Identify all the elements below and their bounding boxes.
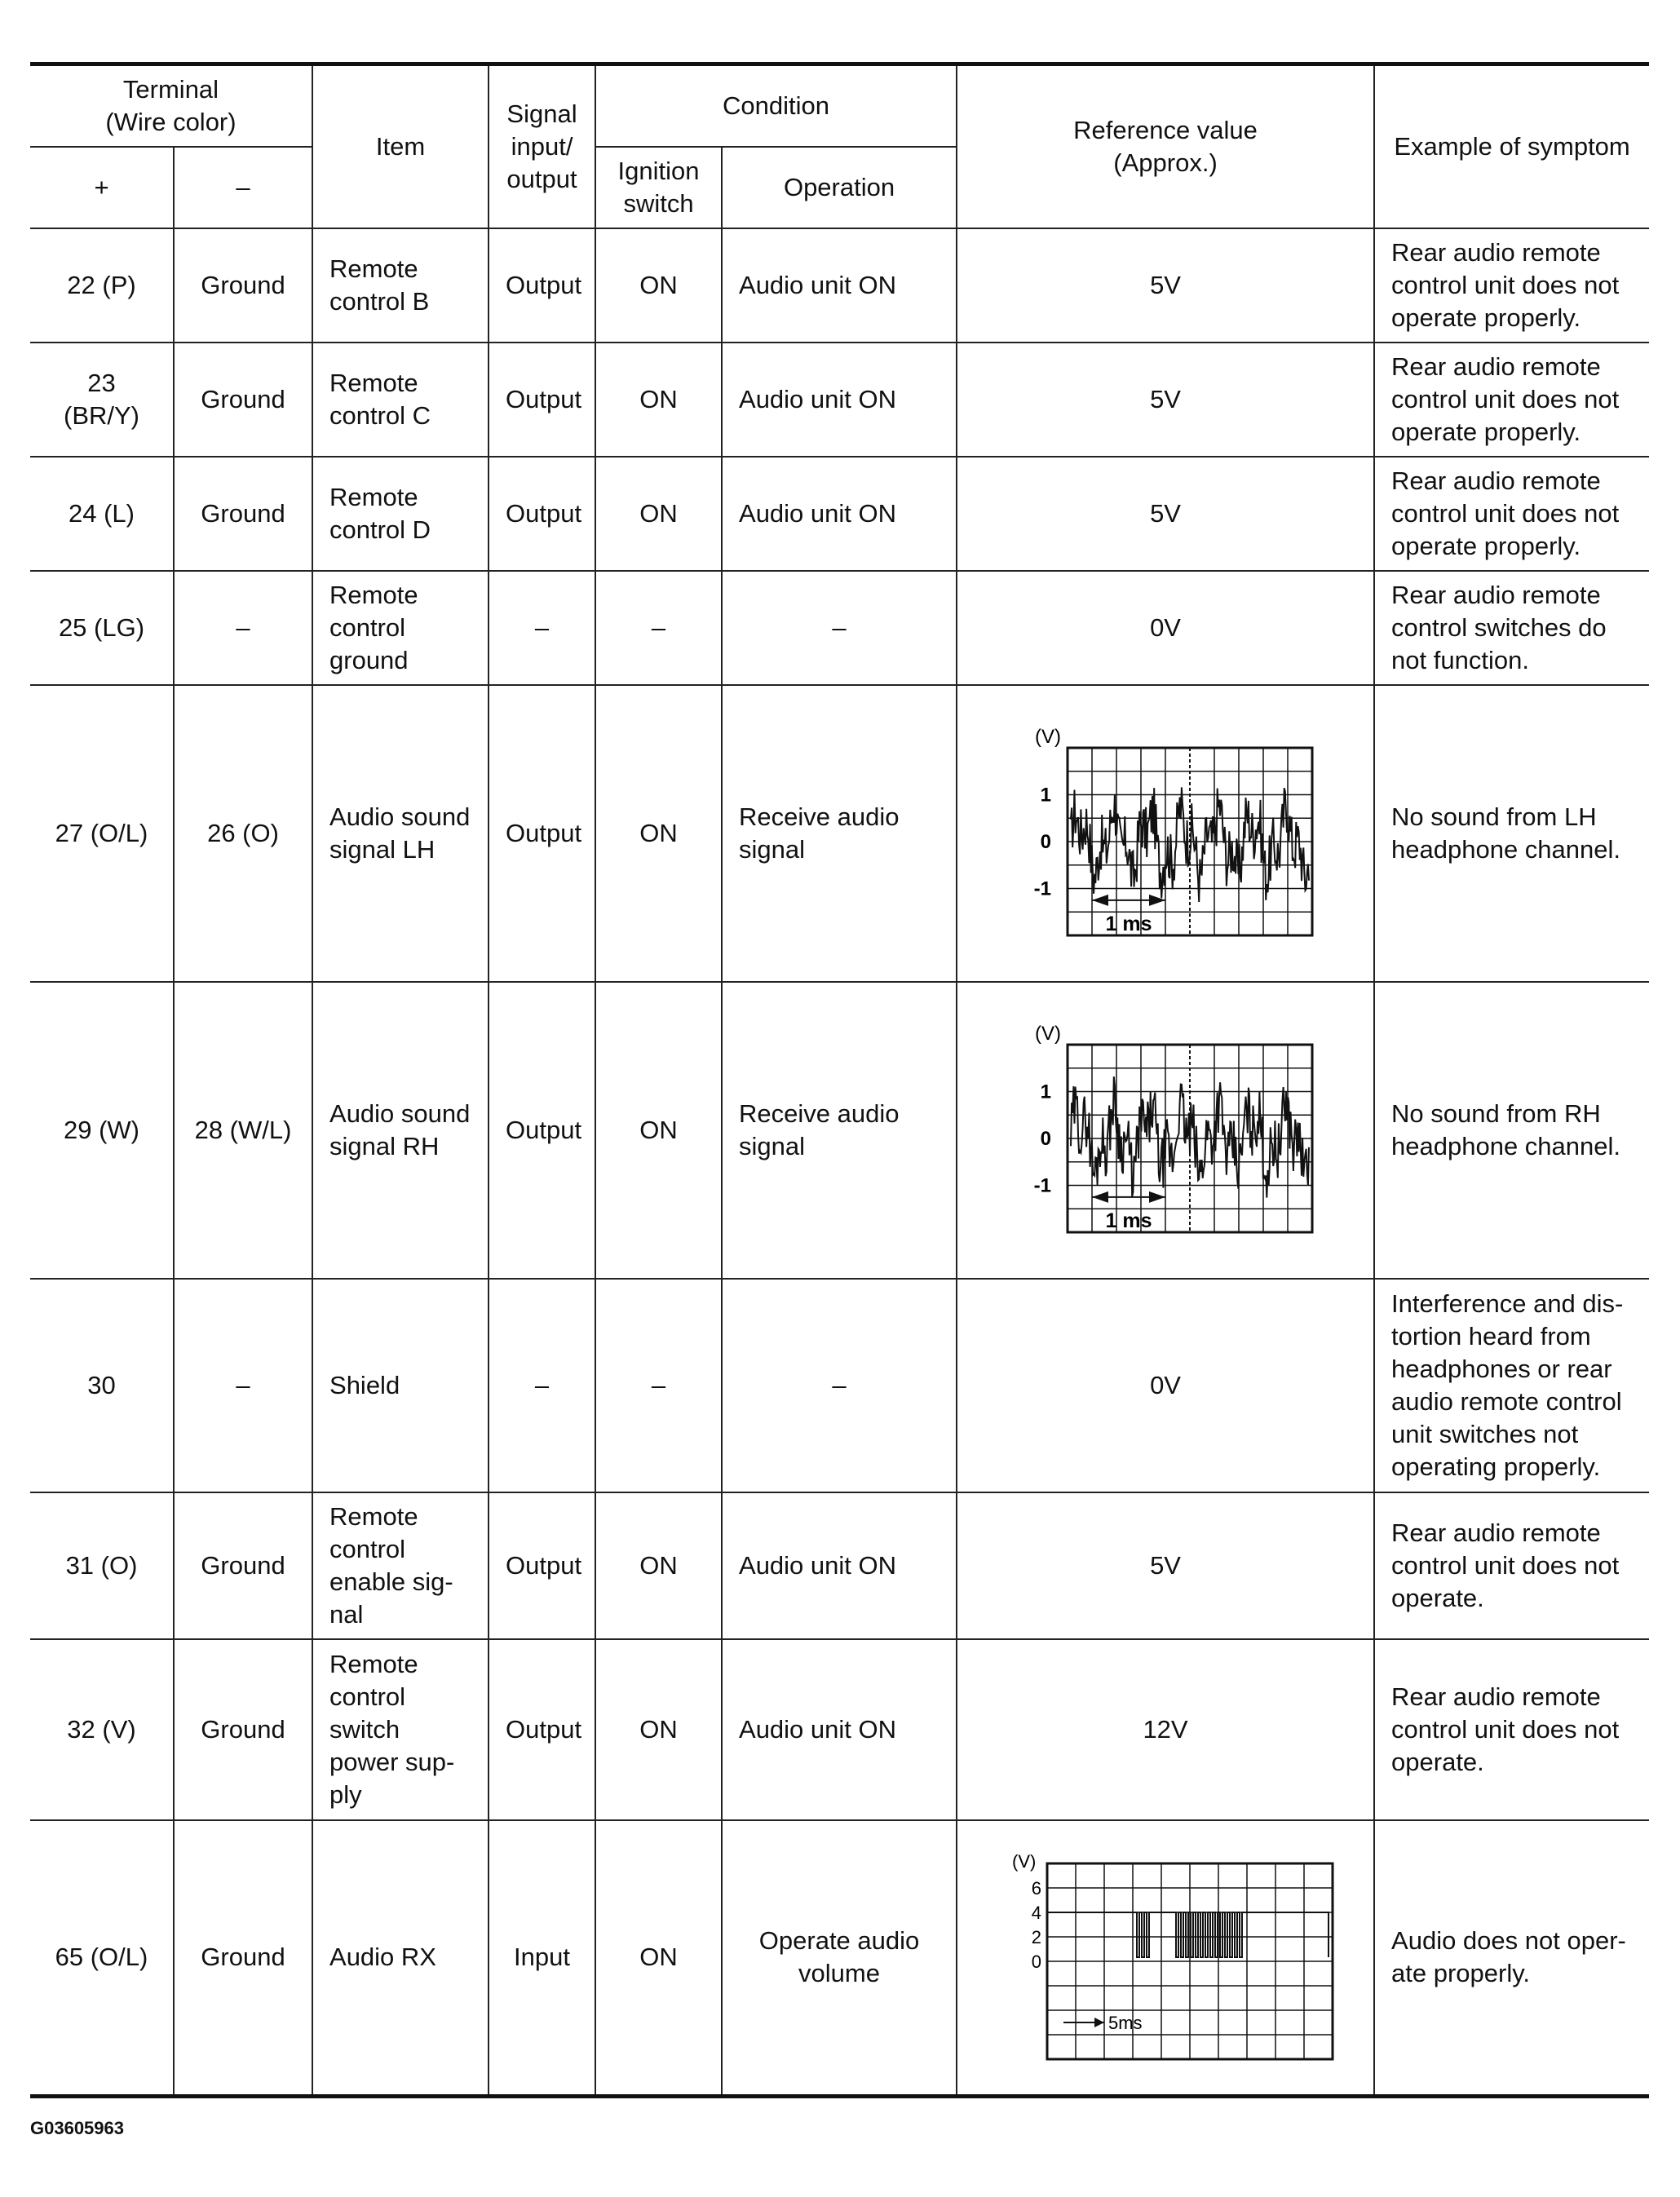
- cell-text: 5V: [1150, 499, 1181, 528]
- cell-item: [312, 457, 489, 571]
- cell-text: Ground: [201, 499, 285, 528]
- table-row: [30, 685, 1649, 982]
- cell-text: 5V: [1150, 271, 1181, 299]
- cell-text: Ground: [201, 1551, 285, 1580]
- table-row: [30, 457, 1649, 571]
- cell-text: Interference and dis- tortion heard from headphones or rear audio remote control unit switches not operating properly.: [1391, 1289, 1624, 1481]
- unit-label: (V): [1035, 726, 1062, 748]
- cell-text: Remote control C: [329, 369, 431, 430]
- cell-text: Rear audio remote control unit does not operate.: [1391, 1682, 1620, 1776]
- cell-symptom: [1374, 1492, 1649, 1639]
- cell-text: Audio unit ON: [739, 1551, 897, 1580]
- cell-text: Output: [506, 499, 582, 528]
- timebase-arrowhead: [1149, 1191, 1165, 1203]
- table-row: [30, 1492, 1649, 1639]
- cell-minus: [174, 571, 312, 685]
- cell-ignition: [595, 571, 722, 685]
- cell-item: [312, 1492, 489, 1639]
- table-body: [30, 228, 1649, 2096]
- cell-plus: [30, 1820, 174, 2096]
- cell-plus: [30, 343, 174, 457]
- cell-text: Output: [506, 1551, 582, 1580]
- cell-reference: [957, 1279, 1374, 1492]
- cell-text: Receive audio signal: [739, 802, 900, 864]
- cell-item: [312, 685, 489, 982]
- cell-text: 12V: [1143, 1715, 1188, 1744]
- cell-text: 0V: [1150, 1371, 1181, 1399]
- cell-reference: [957, 571, 1374, 685]
- y-tick-label: 2: [1031, 1927, 1042, 1948]
- signal-trace: [1071, 1076, 1309, 1198]
- cell-text: ON: [639, 1715, 678, 1744]
- cell-minus: [174, 685, 312, 982]
- signal-trace: [1071, 787, 1309, 902]
- cell-text: Remote control enable sig- nal: [329, 1502, 453, 1629]
- cell-text: Audio sound signal RH: [329, 1099, 471, 1160]
- cell-ignition: [595, 685, 722, 982]
- cell-text: 25 (LG): [58, 613, 145, 642]
- cell-operation: [722, 1820, 957, 2096]
- cell-symptom: [1374, 343, 1649, 457]
- cell-reference: [957, 982, 1374, 1279]
- timebase-arrowhead: [1092, 895, 1108, 906]
- cell-text: –: [832, 1371, 847, 1399]
- cell-text: ON: [639, 1943, 678, 1972]
- cell-signal: [489, 228, 595, 343]
- y-tick-label: -1: [1033, 1174, 1052, 1197]
- y-tick-label: -1: [1033, 877, 1052, 900]
- cell-signal: [489, 1820, 595, 2096]
- terminal-spec-table: [30, 62, 1649, 2098]
- cell-text: Output: [506, 1715, 582, 1744]
- cell-reference: [957, 1492, 1374, 1639]
- table-row: [30, 228, 1649, 343]
- cell-text: Ground: [201, 1943, 285, 1972]
- y-tick-label: 4: [1031, 1903, 1042, 1924]
- rx-waveform-graph: [994, 1851, 1337, 2063]
- cell-text: Rear audio remote control unit does not operate properly.: [1391, 238, 1620, 332]
- cell-text: 24 (L): [69, 499, 135, 528]
- cell-item: [312, 1639, 489, 1820]
- cell-signal: [489, 343, 595, 457]
- cell-plus: [30, 1639, 174, 1820]
- timebase-arrowhead: [1094, 2018, 1104, 2027]
- cell-symptom: [1374, 1639, 1649, 1820]
- cell-signal: [489, 685, 595, 982]
- cell-text: Rear audio remote control unit does not operate properly.: [1391, 466, 1620, 560]
- cell-text: –: [651, 1371, 666, 1399]
- cell-ignition: [595, 1279, 722, 1492]
- cell-text: 0V: [1150, 613, 1181, 642]
- cell-item: [312, 343, 489, 457]
- cell-symptom: [1374, 571, 1649, 685]
- cell-operation: [722, 571, 957, 685]
- cell-signal: [489, 457, 595, 571]
- cell-text: Audio unit ON: [739, 385, 897, 413]
- cell-signal: [489, 1279, 595, 1492]
- cell-minus: [174, 1279, 312, 1492]
- cell-signal: [489, 1492, 595, 1639]
- cell-signal: [489, 982, 595, 1279]
- cell-minus: [174, 1820, 312, 2096]
- cell-text: 22 (P): [67, 271, 136, 299]
- cell-ignition: [595, 1492, 722, 1639]
- cell-text: No sound from LH headphone channel.: [1391, 802, 1621, 864]
- cell-symptom: [1374, 228, 1649, 343]
- cell-text: Remote control switch power sup- ply: [329, 1650, 455, 1809]
- cell-text: 32 (V): [67, 1715, 136, 1744]
- y-tick-label: 0: [1040, 1128, 1052, 1150]
- cell-text: –: [236, 1371, 250, 1399]
- cell-text: Audio RX: [329, 1943, 436, 1972]
- cell-operation: [722, 343, 957, 457]
- cell-text: Shield: [329, 1371, 400, 1399]
- cell-text: Audio unit ON: [739, 1715, 897, 1744]
- header-terminal-minus: –: [174, 147, 312, 228]
- cell-ignition: [595, 982, 722, 1279]
- cell-text: Audio unit ON: [739, 271, 897, 299]
- cell-plus: [30, 685, 174, 982]
- cell-text: Audio unit ON: [739, 499, 897, 528]
- header-condition: Condition: [595, 64, 957, 148]
- cell-text: ON: [639, 385, 678, 413]
- cell-signal: [489, 1639, 595, 1820]
- cell-minus: [174, 982, 312, 1279]
- cell-text: Remote control B: [329, 254, 430, 316]
- cell-text: –: [534, 1371, 550, 1399]
- signal-trace: [1047, 1912, 1329, 1957]
- cell-text: Input: [514, 1943, 570, 1972]
- cell-text: Rear audio remote control switches do not function.: [1391, 581, 1607, 674]
- timebase-label: 5ms: [1108, 2013, 1143, 2034]
- cell-reference: [957, 685, 1374, 982]
- cell-text: ON: [639, 1116, 678, 1144]
- cell-plus: [30, 1492, 174, 1639]
- cell-text: –: [832, 613, 847, 642]
- cell-symptom: [1374, 457, 1649, 571]
- cell-text: 5V: [1150, 1551, 1181, 1580]
- cell-text: Audio sound signal LH: [329, 802, 471, 864]
- cell-plus: [30, 982, 174, 1279]
- cell-symptom: [1374, 1820, 1649, 2096]
- cell-text: Ground: [201, 271, 285, 299]
- table-row: [30, 1820, 1649, 2096]
- cell-operation: [722, 685, 957, 982]
- cell-ignition: [595, 1820, 722, 2096]
- cell-reference: [957, 457, 1374, 571]
- figure-id: G03605963: [30, 2118, 124, 2138]
- cell-text: 27 (O/L): [55, 819, 148, 847]
- cell-reference: [957, 1639, 1374, 1820]
- cell-text: Operate audio volume: [758, 1926, 920, 1988]
- cell-symptom: [1374, 982, 1649, 1279]
- cell-operation: [722, 1492, 957, 1639]
- header-item: Item: [312, 64, 489, 229]
- cell-plus: [30, 571, 174, 685]
- cell-text: Ground: [201, 385, 285, 413]
- header-reference: Reference value (Approx.): [957, 64, 1374, 229]
- timebase-label: 1 ms: [1105, 913, 1152, 935]
- y-tick-label: 1: [1040, 1081, 1052, 1103]
- header-symptom: Example of symptom: [1374, 64, 1649, 229]
- cell-ignition: [595, 457, 722, 571]
- cell-text: ON: [639, 1551, 678, 1580]
- cell-text: Rear audio remote control unit does not operate properly.: [1391, 352, 1620, 446]
- cell-operation: [722, 228, 957, 343]
- cell-minus: [174, 343, 312, 457]
- cell-text: Output: [506, 385, 582, 413]
- cell-text: –: [534, 613, 550, 642]
- cell-text: 23 (BR/Y): [64, 369, 139, 430]
- cell-operation: [722, 457, 957, 571]
- cell-text: No sound from RH headphone channel.: [1391, 1099, 1621, 1160]
- cell-text: Ground: [201, 1715, 285, 1744]
- cell-text: Receive audio signal: [739, 1099, 900, 1160]
- cell-item: [312, 1279, 489, 1492]
- cell-symptom: [1374, 685, 1649, 982]
- header-terminal: Terminal (Wire color): [30, 64, 312, 148]
- cell-text: 5V: [1150, 385, 1181, 413]
- cell-ignition: [595, 343, 722, 457]
- table-row: [30, 571, 1649, 685]
- cell-text: 65 (O/L): [55, 1943, 148, 1972]
- cell-minus: [174, 228, 312, 343]
- cell-item: [312, 1820, 489, 2096]
- unit-label: (V): [1012, 1851, 1037, 1872]
- cell-minus: [174, 1492, 312, 1639]
- header-signal: Signal input/ output: [489, 64, 595, 229]
- cell-operation: [722, 982, 957, 1279]
- cell-minus: [174, 457, 312, 571]
- y-tick-label: 0: [1040, 831, 1052, 853]
- cell-text: 31 (O): [65, 1551, 138, 1580]
- cell-text: Rear audio remote control unit does not operate.: [1391, 1518, 1620, 1612]
- table-row: [30, 343, 1649, 457]
- header-ignition: Ignition switch: [595, 147, 722, 228]
- cell-text: 29 (W): [64, 1116, 139, 1144]
- cell-text: –: [651, 613, 666, 642]
- cell-item: [312, 982, 489, 1279]
- cell-text: Output: [506, 271, 582, 299]
- cell-text: 30: [87, 1371, 116, 1399]
- cell-text: Output: [506, 819, 582, 847]
- cell-text: –: [236, 613, 250, 642]
- unit-label: (V): [1035, 1023, 1062, 1045]
- cell-minus: [174, 1639, 312, 1820]
- table-row: [30, 1279, 1649, 1492]
- cell-item: [312, 571, 489, 685]
- timebase-arrowhead: [1149, 895, 1165, 906]
- cell-symptom: [1374, 1279, 1649, 1492]
- cell-text: Remote control ground: [329, 581, 418, 674]
- cell-text: 26 (O): [207, 819, 279, 847]
- cell-operation: [722, 1279, 957, 1492]
- table-row: [30, 982, 1649, 1279]
- cell-operation: [722, 1639, 957, 1820]
- table-row: [30, 1639, 1649, 1820]
- header-terminal-plus: +: [30, 147, 174, 228]
- y-tick-label: 0: [1031, 1952, 1042, 1973]
- cell-text: Audio does not oper- ate properly.: [1391, 1926, 1626, 1988]
- cell-reference: [957, 1820, 1374, 2096]
- timebase-label: 1 ms: [1105, 1209, 1152, 1232]
- cell-text: ON: [639, 499, 678, 528]
- cell-plus: [30, 1279, 174, 1492]
- audio-waveform-graph: [1010, 723, 1320, 944]
- cell-plus: [30, 457, 174, 571]
- cell-ignition: [595, 1639, 722, 1820]
- cell-ignition: [595, 228, 722, 343]
- audio-waveform-graph: [1010, 1020, 1320, 1240]
- cell-reference: [957, 343, 1374, 457]
- cell-text: ON: [639, 819, 678, 847]
- header-operation: Operation: [722, 147, 957, 228]
- y-tick-label: 6: [1031, 1878, 1042, 1899]
- cell-text: Output: [506, 1116, 582, 1144]
- cell-text: 28 (W/L): [194, 1116, 292, 1144]
- cell-text: Remote control D: [329, 483, 431, 544]
- y-tick-label: 1: [1040, 784, 1052, 807]
- timebase-arrowhead: [1092, 1191, 1108, 1203]
- cell-item: [312, 228, 489, 343]
- cell-text: ON: [639, 271, 678, 299]
- cell-plus: [30, 228, 174, 343]
- cell-signal: [489, 571, 595, 685]
- cell-reference: [957, 228, 1374, 343]
